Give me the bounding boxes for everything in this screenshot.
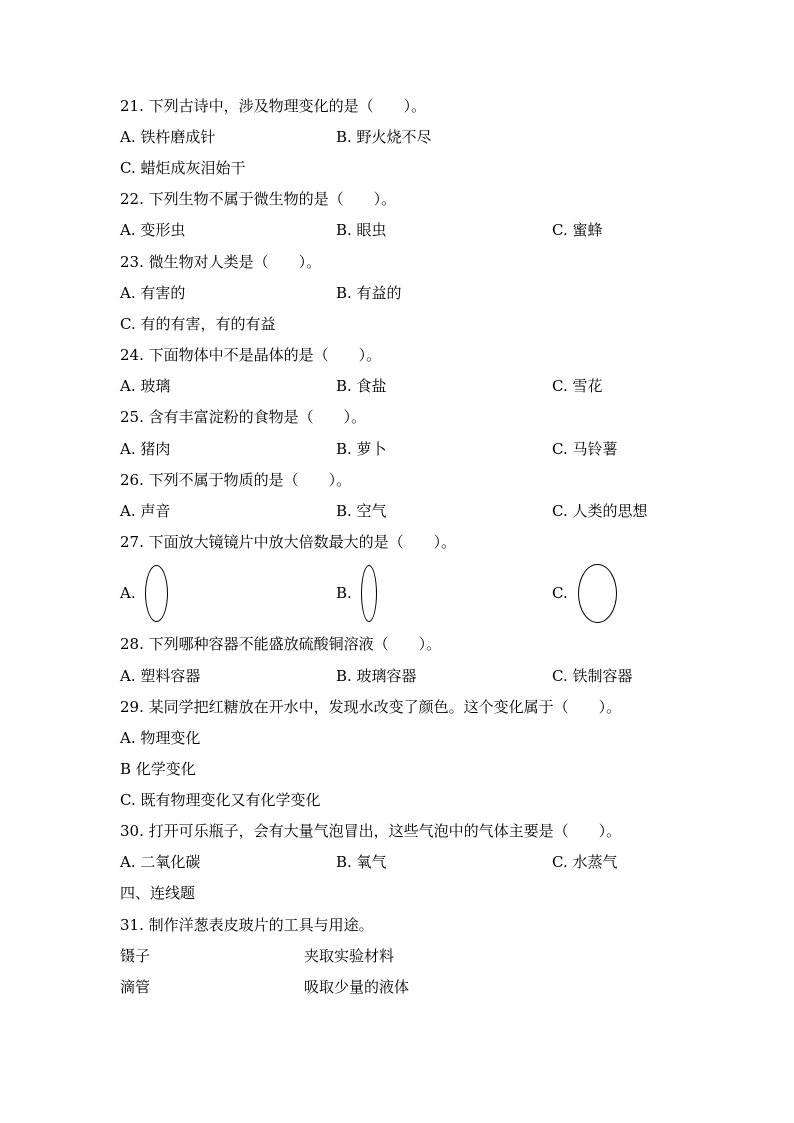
question-stem: 21. 下列古诗中，涉及物理变化的是（ ）。 — [120, 97, 427, 115]
option-b: B 化学变化 — [120, 760, 196, 778]
option-c: C. 既有物理变化又有化学变化 — [120, 791, 321, 809]
question-stem: 22. 下列生物不属于微生物的是（ ）。 — [120, 190, 397, 208]
option-c: C. 有的有害，有的有益 — [120, 315, 276, 333]
question-stem: 24. 下面物体中不是晶体的是（ ）。 — [120, 346, 382, 364]
option-c: C. 蜡炬成灰泪始干 — [120, 159, 246, 177]
question-stem: 23. 微生物对人类是（ ）。 — [120, 253, 322, 271]
option-a: A. 变形虫 — [120, 221, 186, 239]
option-b: B. 玻璃容器 — [336, 667, 417, 685]
option-c: C. 水蒸气 — [552, 853, 618, 871]
question-stem: 29. 某同学把红糖放在开水中，发现水改变了颜色。这个变化属于（ ）。 — [120, 698, 622, 716]
section-heading: 四、连线题 — [120, 884, 196, 902]
question-stem: 30. 打开可乐瓶子，会有大量气泡冒出，这些气泡中的气体主要是（ ）。 — [120, 822, 622, 840]
option-a: A. 二氧化碳 — [120, 853, 201, 871]
option-c: C. 马铃薯 — [552, 440, 618, 458]
option-b: B. — [336, 584, 352, 602]
option-b: B. 野火烧不尽 — [336, 128, 432, 146]
question-stem: 28. 下列哪种容器不能盛放硫酸铜溶液（ ）。 — [120, 635, 442, 653]
option-a: A. 有害的 — [120, 284, 186, 302]
question-stem: 26. 下列不属于物质的是（ ）。 — [120, 471, 352, 489]
option-a: A. 塑料容器 — [120, 667, 201, 685]
option-a: A. 铁杵磨成针 — [120, 128, 216, 146]
option-b: B. 食盐 — [336, 377, 387, 395]
option-b: B. 萝卜 — [336, 440, 387, 458]
option-a: A. 玻璃 — [120, 377, 171, 395]
option-c: C. 铁制容器 — [552, 667, 633, 685]
question-stem: 25. 含有丰富淀粉的食物是（ ）。 — [120, 408, 367, 426]
thick-lens-icon — [145, 565, 168, 622]
option-b: B. 有益的 — [336, 284, 402, 302]
option-b: B. 空气 — [336, 502, 387, 520]
option-c: C. 人类的思想 — [552, 502, 648, 520]
option-c: C. 蜜蜂 — [552, 221, 603, 239]
option-b: B. 眼虫 — [336, 221, 387, 239]
option-b: B. 氧气 — [336, 853, 387, 871]
use-label: 夹取实验材料 — [304, 947, 395, 965]
option-a: A. 猪肉 — [120, 440, 171, 458]
tool-label: 滴管 — [120, 978, 151, 996]
question-stem: 31. 制作洋葱表皮玻片的工具与用途。 — [120, 916, 374, 934]
tool-label: 镊子 — [120, 947, 151, 965]
question-stem: 27. 下面放大镜镜片中放大倍数最大的是（ ）。 — [120, 533, 457, 551]
option-c: C. 雪花 — [552, 377, 603, 395]
option-a: A. 物理变化 — [120, 729, 201, 747]
option-c: C. — [552, 584, 568, 602]
thin-lens-icon — [361, 565, 377, 622]
option-a: A. — [120, 584, 136, 602]
option-a: A. 声音 — [120, 502, 171, 520]
thickest-lens-icon — [578, 564, 617, 623]
use-label: 吸取少量的液体 — [304, 978, 410, 996]
